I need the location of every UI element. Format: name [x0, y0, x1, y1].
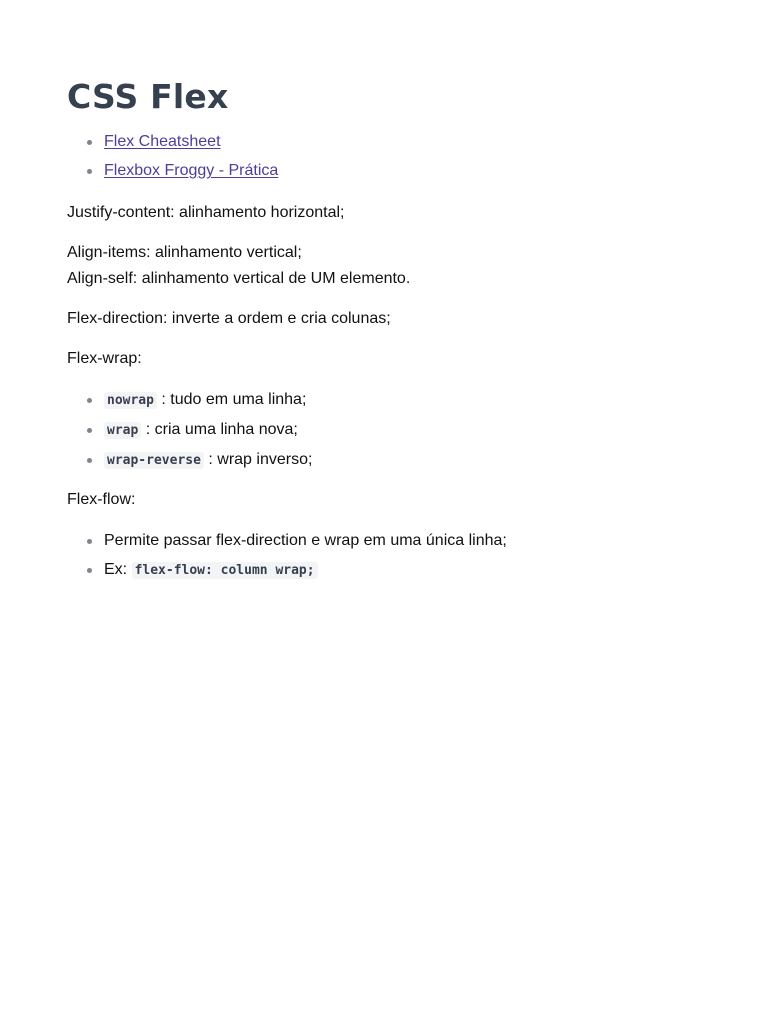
flexbox-froggy-link[interactable]: Flexbox Froggy - Prática — [104, 162, 279, 179]
list-item-text: Permite passar flex-direction e wrap em uma única linha; — [104, 532, 507, 549]
list-item — [67, 420, 312, 441]
align-items-text: Align-items: alinhamento vertical; — [67, 244, 302, 261]
flex-wrap-heading: Flex-wrap: — [67, 350, 142, 367]
flex-flow-list — [67, 531, 507, 581]
list-item — [67, 161, 278, 181]
code-wrap: wrap — [104, 422, 141, 439]
list-item — [67, 531, 507, 551]
list-item — [67, 132, 278, 152]
list-item — [67, 390, 312, 411]
flex-direction-text: Flex-direction: inverte a ordem e cria colunas; — [67, 310, 391, 327]
page-title: CSS Flex — [67, 77, 229, 116]
example-prefix: Ex: — [104, 561, 132, 578]
list-item — [67, 450, 312, 471]
align-self-text: Align-self: alinhamento vertical de UM elemento. — [67, 270, 411, 287]
list-item-text: : cria uma linha nova; — [141, 421, 298, 438]
code-nowrap: nowrap — [104, 392, 157, 409]
code-flex-flow: flex-flow: column wrap; — [132, 562, 318, 579]
code-wrap-reverse: wrap-reverse — [104, 452, 204, 469]
list-item-text: : tudo em uma linha; — [156, 391, 307, 408]
links-list — [67, 132, 278, 181]
justify-content-text: Justify-content: alinhamento horizontal; — [67, 204, 345, 221]
flex-cheatsheet-link[interactable]: Flex Cheatsheet — [104, 133, 221, 150]
flex-wrap-list — [67, 390, 312, 471]
flex-flow-heading: Flex-flow: — [67, 491, 136, 508]
list-item — [67, 560, 507, 581]
list-item-text: : wrap inverso; — [203, 451, 313, 468]
